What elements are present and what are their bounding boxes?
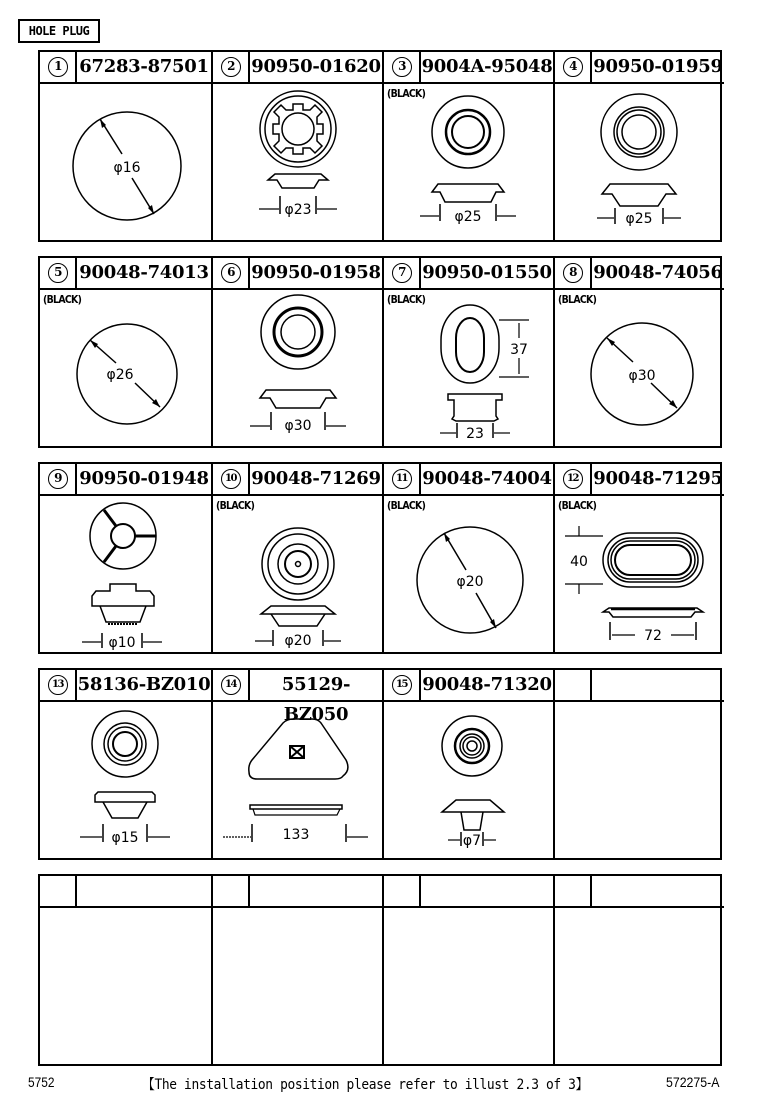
part-drawing (40, 84, 211, 240)
dimension-height-label: 37 (510, 342, 528, 358)
index-badge: 15 (392, 675, 412, 695)
part-cell-14 (211, 670, 382, 858)
ring-plug-icon (555, 84, 726, 242)
gear-plug-icon (213, 84, 384, 242)
page-number: 5752 (28, 1074, 55, 1090)
part-drawing (384, 702, 553, 858)
color-note: (BLACK) (558, 293, 597, 306)
part-number (592, 670, 724, 700)
part-cell-5 (40, 258, 211, 446)
oblong-plug-icon (555, 496, 726, 654)
part-cell-8 (553, 258, 724, 446)
circle-plug-icon (555, 290, 726, 448)
part-drawing (555, 84, 724, 240)
part-number: 90048-71295 (593, 468, 723, 489)
index-badge: 5 (48, 263, 68, 283)
part-drawing (40, 496, 211, 652)
part-number: 90048-74004 (422, 468, 552, 489)
dimension-label: φ26 (106, 367, 134, 383)
part-number: 90048-71269 (251, 468, 381, 489)
part-cell-4 (553, 52, 724, 240)
index-badge: 14 (221, 675, 241, 695)
part-cell-empty (553, 670, 724, 858)
part-drawing (40, 702, 211, 858)
part-number: 58136-BZ010 (77, 674, 211, 695)
part-header (40, 52, 211, 84)
part-cell-11 (382, 464, 553, 652)
index-badge: 11 (392, 469, 412, 489)
part-drawing (555, 496, 724, 652)
part-number: 90048-74056 (593, 262, 723, 283)
part-number: 90048-71320 (422, 674, 552, 695)
index-badge: 9 (48, 469, 68, 489)
part-number: 55129-BZ050 (281, 674, 351, 725)
dimension-label: φ25 (454, 209, 482, 225)
parts-row-3 (38, 462, 722, 654)
dimension-label: φ20 (456, 574, 484, 590)
part-cell-1 (40, 52, 211, 240)
dimension-label: φ16 (113, 160, 141, 176)
index-badge: 7 (392, 263, 412, 283)
index-badge: 10 (221, 469, 241, 489)
color-note: (BLACK) (43, 293, 82, 306)
dimension-label: φ20 (284, 633, 312, 649)
color-note: (BLACK) (387, 87, 426, 100)
index-badge: 6 (221, 263, 241, 283)
index-badge: 8 (563, 263, 583, 283)
circle-plug-icon (384, 496, 555, 654)
spoke-plug-icon (40, 496, 211, 654)
dimension-label: φ7 (462, 833, 482, 849)
part-cell-3 (382, 52, 553, 240)
parts-row-2 (38, 256, 722, 448)
installation-note: 【The installation position please refer to illust 2.3 of 3】 (142, 1077, 589, 1093)
index-badge: 2 (221, 57, 241, 77)
part-drawing (213, 290, 382, 446)
part-cell-12 (553, 464, 724, 652)
circle-plug-icon (40, 84, 211, 242)
part-cell-2 (211, 52, 382, 240)
dimension-width-label: 23 (466, 426, 484, 442)
part-cell-7 (382, 258, 553, 446)
dimension-label: φ30 (284, 418, 312, 434)
part-drawing (555, 290, 724, 446)
part-cell-empty (40, 876, 211, 1064)
index-badge: 12 (563, 469, 583, 489)
dimension-label: φ23 (284, 202, 312, 218)
ring-plug-icon (384, 84, 555, 242)
dimension-label: φ25 (625, 211, 653, 227)
color-note: (BLACK) (216, 499, 255, 512)
dimension-height-label: 40 (570, 554, 588, 570)
index-badge: 3 (392, 57, 412, 77)
color-note: (BLACK) (387, 293, 426, 306)
dimension-width-label: 72 (644, 628, 662, 644)
part-number: 90950-01550 (422, 262, 552, 283)
ring-plug-icon (384, 702, 555, 860)
part-number: 9004A-95048 (421, 56, 553, 77)
diagram-title: HOLE PLUG (18, 19, 100, 43)
part-drawing (40, 290, 211, 446)
part-cell-empty (382, 876, 553, 1064)
oval-plug-icon (384, 290, 555, 448)
dimension-label: 133 (282, 827, 310, 843)
circle-plug-icon (40, 290, 211, 448)
triangle-plug-icon (213, 702, 384, 860)
part-drawing (384, 290, 553, 446)
part-cell-empty (553, 876, 724, 1064)
part-cell-empty (211, 876, 382, 1064)
part-number: 90950-01948 (79, 468, 209, 489)
part-drawing (213, 496, 382, 652)
ring-plug-icon (213, 496, 384, 654)
parts-row-4 (38, 668, 722, 860)
dimension-label: φ15 (111, 830, 139, 846)
dimension-label: φ10 (108, 635, 136, 651)
part-number: 90950-01958 (251, 262, 381, 283)
index-badge: 4 (563, 57, 583, 77)
part-cell-15 (382, 670, 553, 858)
part-cell-13 (40, 670, 211, 858)
part-drawing (213, 84, 382, 240)
parts-row-1 (38, 50, 722, 242)
part-number: 90950-01959 (593, 56, 723, 77)
color-note: (BLACK) (558, 499, 597, 512)
dimension-label: φ30 (628, 368, 656, 384)
part-cell-10 (211, 464, 382, 652)
part-drawing (384, 496, 553, 652)
index-badge: 1 (48, 57, 68, 77)
parts-row-5 (38, 874, 722, 1066)
part-drawing (213, 702, 382, 858)
ring-plug-icon (40, 702, 211, 860)
index-badge: 13 (48, 675, 68, 695)
part-drawing (384, 84, 553, 240)
color-note: (BLACK) (387, 499, 426, 512)
illustration-code: 572275-A (666, 1074, 720, 1090)
part-number: 90950-01620 (251, 56, 381, 77)
part-cell-6 (211, 258, 382, 446)
ring-plug-icon (213, 290, 384, 448)
part-cell-9 (40, 464, 211, 652)
part-number: 67283-87501 (79, 56, 209, 77)
part-number: 90048-74013 (79, 262, 209, 283)
